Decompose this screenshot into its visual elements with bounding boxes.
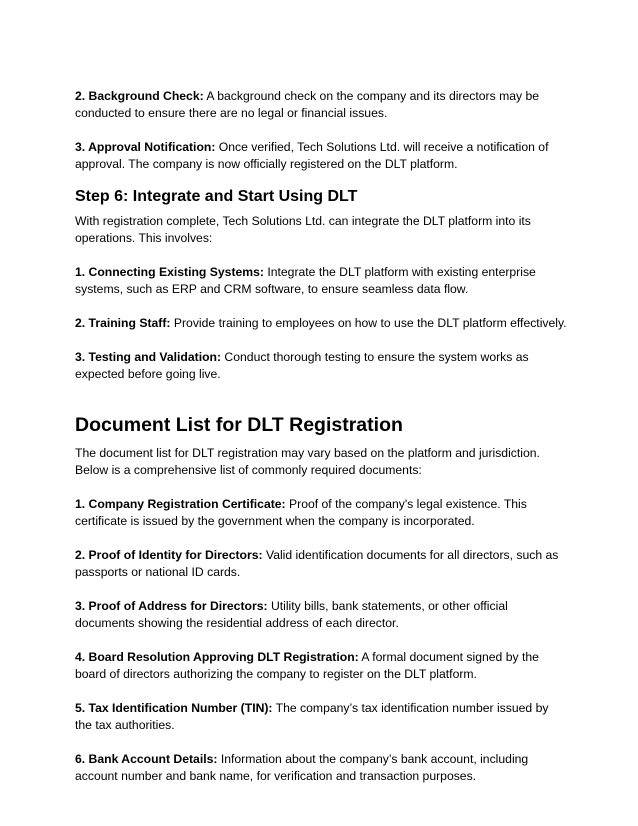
document-page (75, 88, 567, 785)
item-label: 2. Proof of Identity for Directors: (75, 548, 263, 562)
item-label: 2. Training Staff: (75, 316, 171, 330)
item-label: 5. Tax Identification Number (TIN): (75, 701, 273, 715)
item-label: 3. Proof of Address for Directors: (75, 599, 268, 613)
doc-item-proof-of-identity (75, 547, 567, 581)
step6-intro: With registration complete, Tech Solutions Ltd. can integrate the DLT platform into its operations. This involves: (75, 214, 531, 245)
item-label: 3. Testing and Validation: (75, 350, 222, 364)
paragraph-text: Once verified, Tech Solutions Ltd. will receive a notification of approval. The company is now officially registered on the DLT platform. (75, 140, 549, 171)
doc-list-intro: The document list for DLT registration may vary based on the platform and jurisdiction. Below is a comprehensive list of commonly required documents: (75, 446, 540, 477)
step6-item-training-staff (75, 315, 567, 332)
item-text: Conduct thorough testing to ensure the system works as expected before going live. (75, 350, 529, 381)
doc-item-tax-id (75, 700, 567, 734)
item-text: Integrate the DLT platform with existing enterprise systems, such as ERP and CRM software, to ensure seamless data flow. (75, 265, 536, 296)
item-text: Proof of the company's legal existence. This certificate is issued by the government when the company is incorporated. (75, 497, 527, 528)
item-label: 1. Company Registration Certificate: (75, 497, 286, 511)
item-text: Valid identification documents for all directors, such as passports or national ID cards. (75, 548, 559, 579)
item-text: Provide training to employees on how to use the DLT platform effectively. (170, 316, 567, 330)
doc-item-proof-of-address (75, 598, 567, 632)
item-text: A formal document signed by the board of directors authorizing the company to register on the DLT platform. (75, 650, 539, 681)
doc-item-bank-account (75, 751, 567, 785)
paragraph-text: A background check on the company and its directors may be conducted to ensure there are no legal or financial issues. (75, 89, 540, 120)
item-text: Utility bills, bank statements, or other official documents showing the residential address of each director. (75, 599, 508, 630)
background-check-paragraph (75, 88, 567, 122)
item-label: 1. Connecting Existing Systems: (75, 265, 264, 279)
item-text: The company’s tax identification number issued by the tax authorities. (75, 701, 549, 732)
item-text: Information about the company’s bank account, including account number and bank name, for verification and transaction purposes. (75, 752, 529, 783)
paragraph-label: 2. Background Check: (75, 89, 204, 103)
item-label: 6. Bank Account Details: (75, 752, 218, 766)
doc-item-board-resolution (75, 649, 567, 683)
doc-list-heading: Document List for DLT Registration (75, 414, 403, 436)
step6-heading: Step 6: Integrate and Start Using DLT (75, 188, 358, 205)
paragraph-label: 3. Approval Notification: (75, 140, 216, 154)
step6-item-testing-validation (75, 349, 567, 383)
item-label: 4. Board Resolution Approving DLT Registration: (75, 650, 359, 664)
approval-notification-paragraph (75, 139, 567, 173)
step6-item-connecting-systems (75, 264, 567, 298)
doc-item-registration-certificate (75, 496, 567, 530)
